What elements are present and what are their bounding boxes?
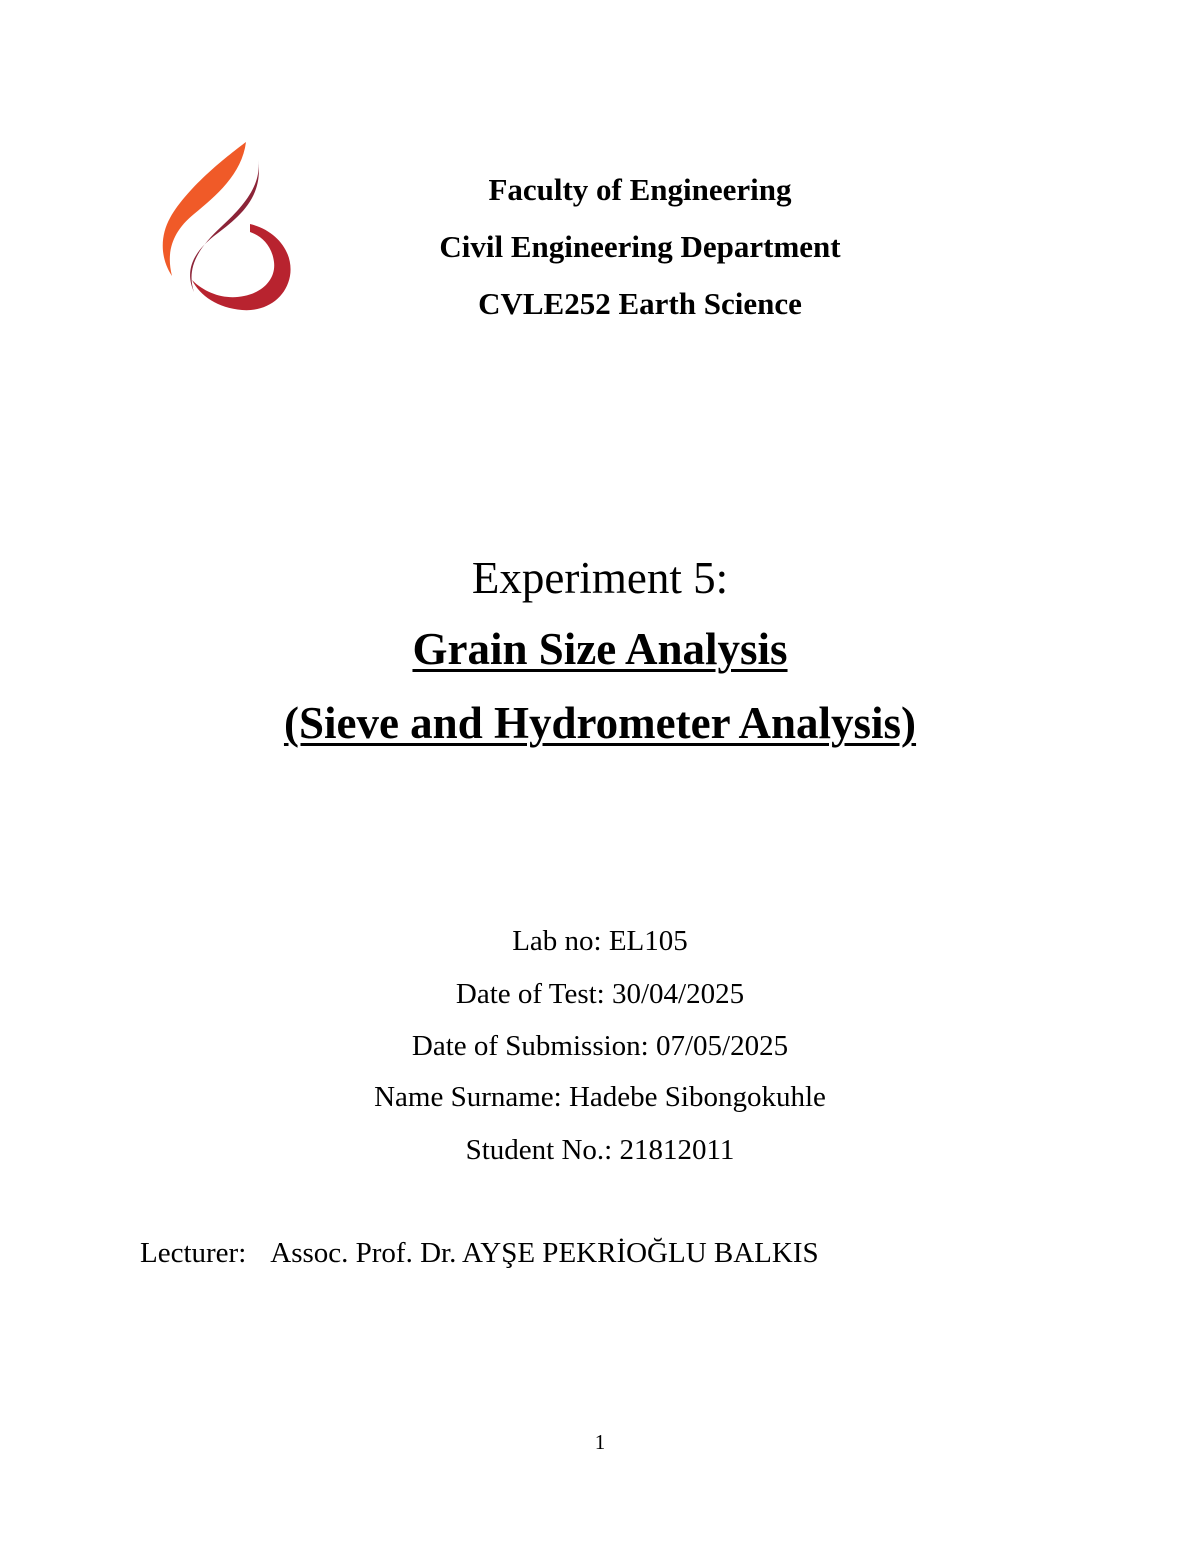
logo-red-ring-shape	[192, 224, 291, 310]
lecturer-line	[140, 1239, 819, 1268]
student-no-line: Student No.: 21812011	[465, 1134, 735, 1166]
logo-orange-flame-shape	[163, 142, 246, 276]
university-logo	[158, 140, 294, 312]
department-heading: Civil Engineering Department	[439, 229, 841, 264]
lab-no-line: Lab no: EL105	[512, 925, 688, 957]
experiment-subtitle-2: (Sieve and Hydrometer Analysis)	[283, 698, 917, 748]
date-of-submission-line: Date of Submission: 07/05/2025	[411, 1030, 789, 1062]
lecturer-label: Lecturer:	[140, 1237, 247, 1269]
name-surname-line: Name Surname: Hadebe Sibongokuhle	[374, 1081, 826, 1113]
lecturer-name: Assoc. Prof. Dr. AYŞE PEKRİOĞLU BALKIS	[270, 1237, 819, 1269]
course-heading: CVLE252 Earth Science	[478, 286, 802, 321]
page-number: 1	[594, 1430, 606, 1454]
experiment-subtitle: Grain Size Analysis	[412, 624, 788, 674]
experiment-title: Experiment 5:	[471, 553, 729, 603]
faculty-heading: Faculty of Engineering	[488, 172, 792, 207]
date-of-test-line: Date of Test: 30/04/2025	[455, 978, 745, 1010]
